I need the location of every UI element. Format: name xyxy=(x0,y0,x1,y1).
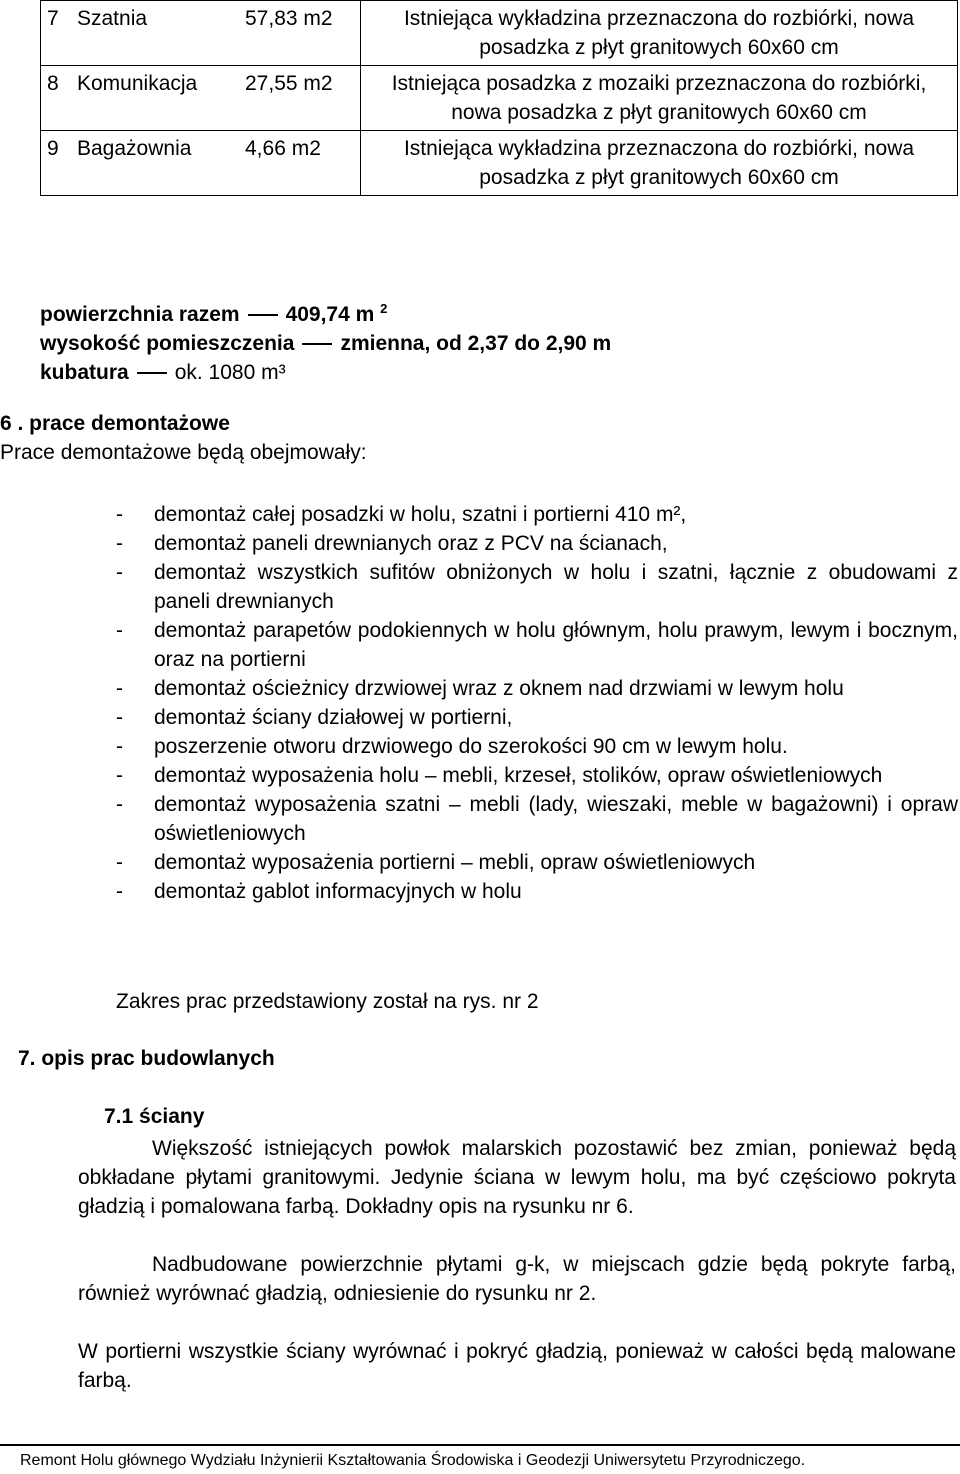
list-item-text: demontaż wyposażenia szatni – mebli (lady, wieszaki, meble w bagażowni) i opraw oświetleniowych xyxy=(154,793,958,845)
walls-paragraph-1: Większość istniejących powłok malarskich pozostawić bez zmian, ponieważ będą obkładane płytami granitowymi. Jedynie ściana w lewym holu, ma być częściowo pokryta gładzią i pomalowana farbą. Dokładny opis na rysunku nr 6. xyxy=(78,1137,956,1218)
bullet-dash: - xyxy=(116,619,123,642)
list-item-text: demontaż ościeżnicy drzwiowej wraz z oknem nad drzwiami w lewym holu xyxy=(154,677,844,700)
rooms-table xyxy=(40,0,958,196)
list-item xyxy=(0,848,958,877)
list-item-text: demontaż gablot informacyjnych w holu xyxy=(154,880,522,903)
list-item-text: demontaż parapetów podokiennych w holu głównym, holu prawym, lewym i bocznym, oraz na portierni xyxy=(154,619,958,671)
scope-note: Zakres prac przedstawiony został na rys. nr 2 xyxy=(116,990,539,1013)
room-area: 27,55 m2 xyxy=(245,66,361,131)
bullet-dash: - xyxy=(116,764,123,787)
list-item xyxy=(0,732,958,761)
bullet-dash: - xyxy=(116,735,123,758)
list-item xyxy=(0,558,958,616)
section-6-intro: Prace demontażowe będą obejmowały: xyxy=(0,441,367,464)
table-row xyxy=(41,1,958,66)
walls-paragraph-3: W portierni wszystkie ściany wyrównać i pokryć gładzią, ponieważ w całości będą malowane farbą. xyxy=(78,1340,956,1392)
list-item-text: demontaż ściany działowej w portierni, xyxy=(154,706,513,729)
list-item xyxy=(0,529,958,558)
bullet-dash: - xyxy=(116,793,123,816)
footer-divider xyxy=(0,1444,960,1446)
list-item-text: demontaż wszystkich sufitów obniżonych w holu i szatni, łącznie z obudowami z paneli drewnianych xyxy=(154,561,958,613)
list-item xyxy=(0,703,958,732)
table-row xyxy=(41,131,958,196)
list-item xyxy=(0,877,958,906)
total-area-label: powierzchnia razem xyxy=(40,303,240,326)
volume-line xyxy=(40,358,611,387)
bullet-dash: - xyxy=(116,880,123,903)
room-number: 8 xyxy=(41,66,78,131)
bullet-dash: - xyxy=(116,532,123,555)
bullet-dash: - xyxy=(116,677,123,700)
summary-block xyxy=(40,294,611,387)
list-item xyxy=(0,616,958,674)
section-7-1-heading: 7.1 ściany xyxy=(104,1105,205,1128)
list-item xyxy=(0,761,958,790)
list-item xyxy=(0,790,958,848)
room-number: 9 xyxy=(41,131,78,196)
bullet-dash: - xyxy=(116,851,123,874)
room-description: Istniejąca wykładzina przeznaczona do rozbiórki, nowa posadzka z płyt granitowych 60x60 cm xyxy=(361,131,958,196)
bullet-dash: - xyxy=(116,561,123,584)
area-superscript: 2 xyxy=(380,301,388,316)
bullet-dash: - xyxy=(116,503,123,526)
room-name: Szatnia xyxy=(77,1,245,66)
room-description: Istniejąca wykładzina przeznaczona do rozbiórki, nowa posadzka z płyt granitowych 60x60 cm xyxy=(361,1,958,66)
total-area-value: 409,74 m xyxy=(285,303,375,326)
bullet-dash: - xyxy=(116,706,123,729)
room-height-label: wysokość pomieszczenia xyxy=(40,332,295,355)
room-number: 7 xyxy=(41,1,78,66)
room-name: Bagażownia xyxy=(77,131,245,196)
list-item-text: demontaż paneli drewnianych oraz z PCV na ścianach, xyxy=(154,532,668,555)
room-height-line xyxy=(40,329,611,358)
section-7-heading: 7. opis prac budowlanych xyxy=(18,1047,275,1070)
room-area: 4,66 m2 xyxy=(245,131,361,196)
list-item-text: demontaż całej posadzki w holu, szatni i portierni 410 m², xyxy=(154,503,687,526)
list-item xyxy=(0,674,958,703)
section-6-heading: 6 . prace demontażowe xyxy=(0,412,230,435)
page-footer: Remont Holu głównego Wydziału Inżynierii Kształtowania Środowiska i Geodezji Uniwersytetu Przyrodniczego. xyxy=(20,1452,806,1469)
volume-label: kubatura xyxy=(40,361,129,384)
dash-divider xyxy=(137,372,167,374)
demolition-list xyxy=(0,500,958,906)
list-item-text: demontaż wyposażenia holu – mebli, krzeseł, stolików, opraw oświetleniowych xyxy=(154,764,883,787)
table-row xyxy=(41,66,958,131)
dash-divider xyxy=(302,343,332,345)
total-area-line xyxy=(40,294,611,329)
volume-value: ok. 1080 m³ xyxy=(174,361,286,384)
list-item-text: demontaż wyposażenia portierni – mebli, opraw oświetleniowych xyxy=(154,851,756,874)
list-item xyxy=(0,500,958,529)
list-item-text: poszerzenie otworu drzwiowego do szerokości 90 cm w lewym holu. xyxy=(154,735,788,758)
room-area: 57,83 m2 xyxy=(245,1,361,66)
room-height-value: zmienna, od 2,37 do 2,90 m xyxy=(340,332,612,355)
room-description: Istniejąca posadzka z mozaiki przeznaczona do rozbiórki, nowa posadzka z płyt granitowych 60x60 cm xyxy=(361,66,958,131)
room-name: Komunikacja xyxy=(77,66,245,131)
walls-paragraph-2: Nadbudowane powierzchnie płytami g-k, w miejscach gdzie będą pokryte farbą, również wyrównać gładzią, odniesienie do rysunku nr 2. xyxy=(78,1253,956,1305)
dash-divider xyxy=(248,314,278,316)
